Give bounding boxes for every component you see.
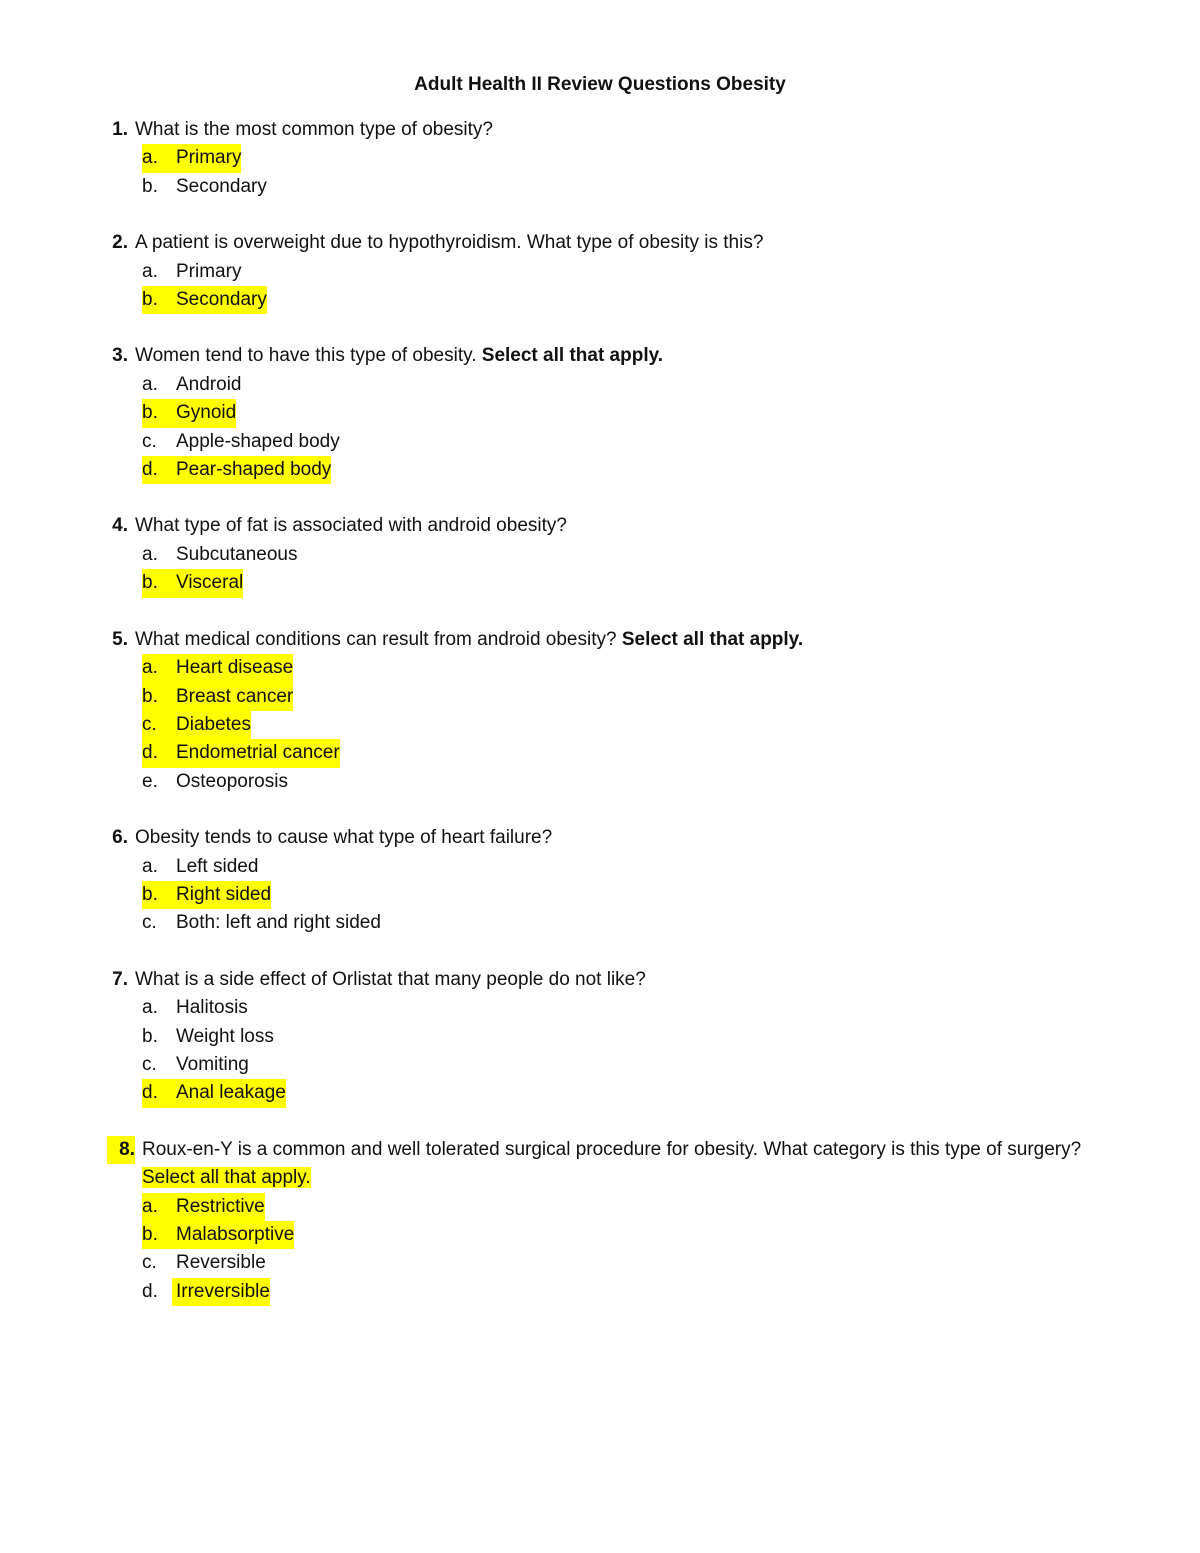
answer-option <box>0 1079 1200 1107</box>
question-text <box>135 229 763 257</box>
question-line <box>0 512 1200 540</box>
answer-option-content <box>142 371 242 399</box>
answer-option-content <box>142 173 267 201</box>
option-text: Halitosis <box>176 997 248 1019</box>
option-letter: b. <box>142 402 158 424</box>
question-line <box>0 229 1200 257</box>
question-line <box>0 824 1200 852</box>
answer-option-content <box>142 1051 249 1079</box>
option-letter: a. <box>142 1195 158 1217</box>
option-text: Both: left and right sided <box>176 912 381 934</box>
question-text-main: What is the most common type of obesity? <box>135 119 493 140</box>
answer-option <box>0 371 1200 399</box>
answer-option <box>0 994 1200 1022</box>
answer-option <box>0 683 1200 711</box>
answer-option <box>0 1278 1200 1306</box>
question-text-main: Obesity tends to cause what type of heart failure? <box>135 827 553 849</box>
question-line <box>0 116 1200 144</box>
question-number: 7. <box>112 968 128 990</box>
question-text <box>135 512 567 540</box>
question-text-main: Women tend to have this type of obesity. <box>135 345 477 367</box>
question-block <box>0 626 1200 796</box>
select-all-instruction: Select all that apply. <box>481 345 664 367</box>
answer-option <box>0 541 1200 569</box>
option-letter: b. <box>142 685 158 707</box>
option-letter: c. <box>142 713 157 735</box>
question-line <box>0 342 1200 370</box>
option-letter: c. <box>142 430 157 452</box>
answer-option <box>0 853 1200 881</box>
question-number: 4. <box>112 515 128 537</box>
question-list <box>0 116 1200 1306</box>
answer-option-content <box>142 1278 270 1306</box>
question-text <box>135 626 803 654</box>
answer-option <box>0 173 1200 201</box>
answer-option-content <box>142 1023 274 1051</box>
question-number: 2. <box>112 232 128 254</box>
option-text: Android <box>176 373 242 395</box>
option-letter: b. <box>142 1025 158 1047</box>
question-line <box>0 1136 1200 1164</box>
option-letter: b. <box>142 883 158 905</box>
answer-option-content <box>142 1221 294 1249</box>
answer-option-content <box>142 286 267 314</box>
answer-option-content <box>142 144 241 172</box>
option-text: Restrictive <box>176 1195 265 1217</box>
answer-option <box>0 909 1200 937</box>
answer-option-content <box>142 1249 266 1277</box>
answer-option-content <box>142 1193 265 1221</box>
answer-option-content <box>142 456 331 484</box>
question-block <box>0 229 1200 314</box>
answer-option-content <box>142 399 236 427</box>
answer-option <box>0 1221 1200 1249</box>
answer-option <box>0 144 1200 172</box>
answer-option <box>0 881 1200 909</box>
option-letter: a. <box>142 260 158 282</box>
answer-option-content <box>142 428 340 456</box>
option-text: Secondary <box>176 175 267 197</box>
question-block <box>0 824 1200 938</box>
option-letter: d. <box>142 459 158 481</box>
option-text: Gynoid <box>176 402 237 424</box>
answer-option <box>0 1193 1200 1221</box>
question-block <box>0 116 1200 201</box>
question-text <box>135 824 552 852</box>
select-all-instruction: Select all that apply. <box>621 628 804 650</box>
option-letter: a. <box>142 543 158 565</box>
option-text: Weight loss <box>176 1025 274 1047</box>
option-letter: b. <box>142 1224 158 1245</box>
answer-option <box>0 654 1200 682</box>
option-text: Subcutaneous <box>176 543 298 565</box>
question-number: 5. <box>112 628 128 650</box>
question-text-main: What type of fat is associated with android obesity? <box>135 515 567 537</box>
answer-option <box>0 399 1200 427</box>
question-line <box>0 966 1200 994</box>
option-text: Pear-shaped body <box>176 459 332 481</box>
question-block <box>0 512 1200 597</box>
answer-option <box>0 286 1200 314</box>
answer-option <box>0 258 1200 286</box>
answer-option <box>0 711 1200 739</box>
question-text <box>135 342 663 370</box>
option-letter: e. <box>142 770 158 792</box>
answer-option <box>0 1023 1200 1051</box>
question-number: 1. <box>112 119 128 140</box>
answer-option <box>0 428 1200 456</box>
answer-option <box>0 739 1200 767</box>
option-text: Endometrial cancer <box>176 742 340 764</box>
option-text: Anal leakage <box>176 1082 286 1104</box>
answer-option <box>0 1249 1200 1277</box>
option-letter: a. <box>142 657 158 679</box>
option-text: Left sided <box>176 855 259 877</box>
question-text <box>142 1136 1081 1164</box>
question-text <box>135 116 493 144</box>
answer-option <box>0 569 1200 597</box>
answer-option-content <box>142 768 288 796</box>
option-letter: a. <box>142 855 158 877</box>
answer-option-content <box>142 881 271 909</box>
option-letter: d. <box>142 1082 158 1104</box>
page-title: Adult Health II Review Questions Obesity <box>414 74 786 95</box>
option-text: Primary <box>176 147 242 169</box>
option-text: Breast cancer <box>176 685 294 707</box>
answer-option-content <box>142 909 381 937</box>
answer-option <box>0 768 1200 796</box>
option-letter: a. <box>142 997 158 1019</box>
question-text-main: A patient is overweight due to hypothyroidism. What type of obesity is this? <box>135 232 764 254</box>
option-letter: b. <box>142 175 158 197</box>
question-block <box>0 1136 1200 1306</box>
option-letter: b. <box>142 572 158 594</box>
option-text: Malabsorptive <box>176 1224 295 1245</box>
question-line <box>0 626 1200 654</box>
question-text <box>135 966 646 994</box>
option-text: Vomiting <box>176 1053 249 1075</box>
answer-option <box>0 1051 1200 1079</box>
question-number: 8. <box>107 1136 135 1164</box>
answer-option-content <box>142 541 298 569</box>
option-text: Reversible <box>176 1252 266 1274</box>
question-text-main: What is a side effect of Orlistat that many people do not like? <box>135 968 646 990</box>
question-text-main: Roux-en-Y is a common and well tolerated surgical procedure for obesity. What category is this type of surgery? <box>142 1138 1082 1160</box>
answer-option-content <box>142 853 258 881</box>
answer-option-content <box>142 569 243 597</box>
question-number: 3. <box>112 345 128 367</box>
question-text-main: What medical conditions can result from android obesity? <box>135 628 617 650</box>
answer-option-content <box>142 994 248 1022</box>
option-letter: c. <box>142 912 157 934</box>
option-letter: a. <box>142 373 158 395</box>
option-text: Heart disease <box>176 657 294 679</box>
answer-option-content <box>142 1079 286 1107</box>
answer-option-content <box>142 739 340 767</box>
question-number: 6. <box>112 827 128 849</box>
option-text: Irreversible <box>172 1278 270 1306</box>
option-text: Apple-shaped body <box>176 430 340 452</box>
select-all-instruction: Select all that apply. <box>142 1167 311 1189</box>
answer-option-content <box>142 711 251 739</box>
option-text: Right sided <box>176 883 272 905</box>
option-text: Diabetes <box>176 713 251 735</box>
option-letter: b. <box>142 289 158 311</box>
option-text: Visceral <box>176 572 244 594</box>
answer-option-content <box>142 654 293 682</box>
option-letter: c. <box>142 1252 157 1274</box>
option-text: Secondary <box>176 289 267 311</box>
question-block <box>0 966 1200 1108</box>
question-continuation <box>0 1164 1200 1192</box>
answer-option <box>0 456 1200 484</box>
option-text: Primary <box>176 260 242 282</box>
answer-option-content <box>142 683 293 711</box>
option-letter: a. <box>142 147 158 169</box>
option-letter: d. <box>142 1280 158 1302</box>
option-letter: c. <box>142 1053 157 1075</box>
option-text: Osteoporosis <box>176 770 288 792</box>
answer-option-content <box>142 258 241 286</box>
option-letter: d. <box>142 742 158 764</box>
question-block <box>0 342 1200 484</box>
